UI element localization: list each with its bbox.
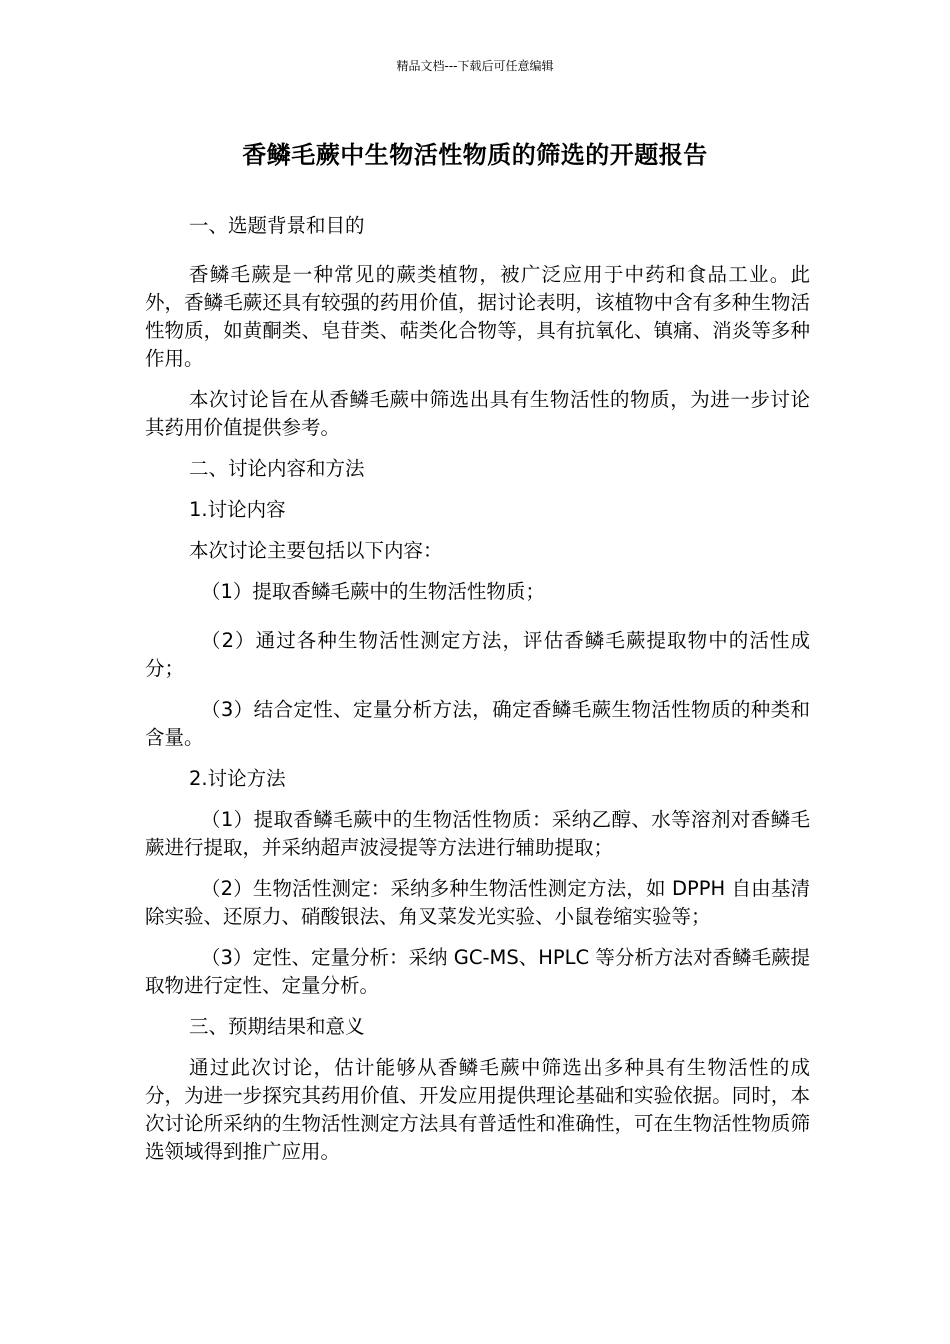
paragraph-purpose: 本次讨论旨在从香鳞毛蕨中筛选出具有生物活性的物质，为进一步讨论其药用价值提供参考。 — [145, 388, 810, 439]
subsection-heading-content: 1.讨论内容 — [189, 498, 286, 521]
list-item: （1）提取香鳞毛蕨中的生物活性物质：采纳乙醇、水等溶剂对香鳞毛蕨进行提取，并采纳超声波浸提等方法进行辅助提取； — [145, 808, 810, 859]
subsection-heading-method: 2.讨论方法 — [189, 767, 286, 790]
paragraph-content-intro: 本次讨论主要包括以下内容： — [189, 539, 443, 562]
document-title: 香鳞毛蕨中生物活性物质的筛选的开题报告 — [242, 141, 708, 169]
list-item: （3）定性、定量分析：采纳 GC-MS、HPLC 等分析方法对香鳞毛蕨提取物进行定性、定量分析。 — [145, 946, 810, 997]
section-heading-background: 一、选题背景和目的 — [189, 214, 365, 237]
page-header: 精品文档---下载后可任意编辑 — [396, 59, 554, 73]
section-heading-results: 三、预期结果和意义 — [189, 1015, 365, 1038]
paragraph-background: 香鳞毛蕨是一种常见的蕨类植物，被广泛应用于中药和食品工业。此外，香鳞毛蕨还具有较强的药用价值，据讨论表明，该植物中含有多种生物活性物质，如黄酮类、皂苷类、萜类化合物等，具有抗氧化、镇痛、消炎等多种作用。 — [145, 263, 810, 370]
list-item: （2）通过各种生物活性测定方法，评估香鳞毛蕨提取物中的活性成分； — [145, 629, 810, 680]
document-body — [145, 212, 810, 1166]
list-item: （1）提取香鳞毛蕨中的生物活性物质； — [201, 580, 545, 603]
list-item: （3）结合定性、定量分析方法，确定香鳞毛蕨生物活性物质的种类和含量。 — [145, 698, 810, 749]
section-heading-content-method: 二、讨论内容和方法 — [189, 457, 365, 480]
list-item: （2）生物活性测定：采纳多种生物活性测定方法，如 DPPH 自由基清除实验、还原力、硝酸银法、角叉菜发光实验、小鼠卷缩实验等； — [145, 877, 810, 928]
paragraph-results: 通过此次讨论，估计能够从香鳞毛蕨中筛选出多种具有生物活性的成分，为进一步探究其药用价值、开发应用提供理论基础和实验依据。同时，本次讨论所采纳的生物活性测定方法具有普适性和准确性，可在生物活性物质筛选领域得到推广应用。 — [145, 1056, 810, 1163]
